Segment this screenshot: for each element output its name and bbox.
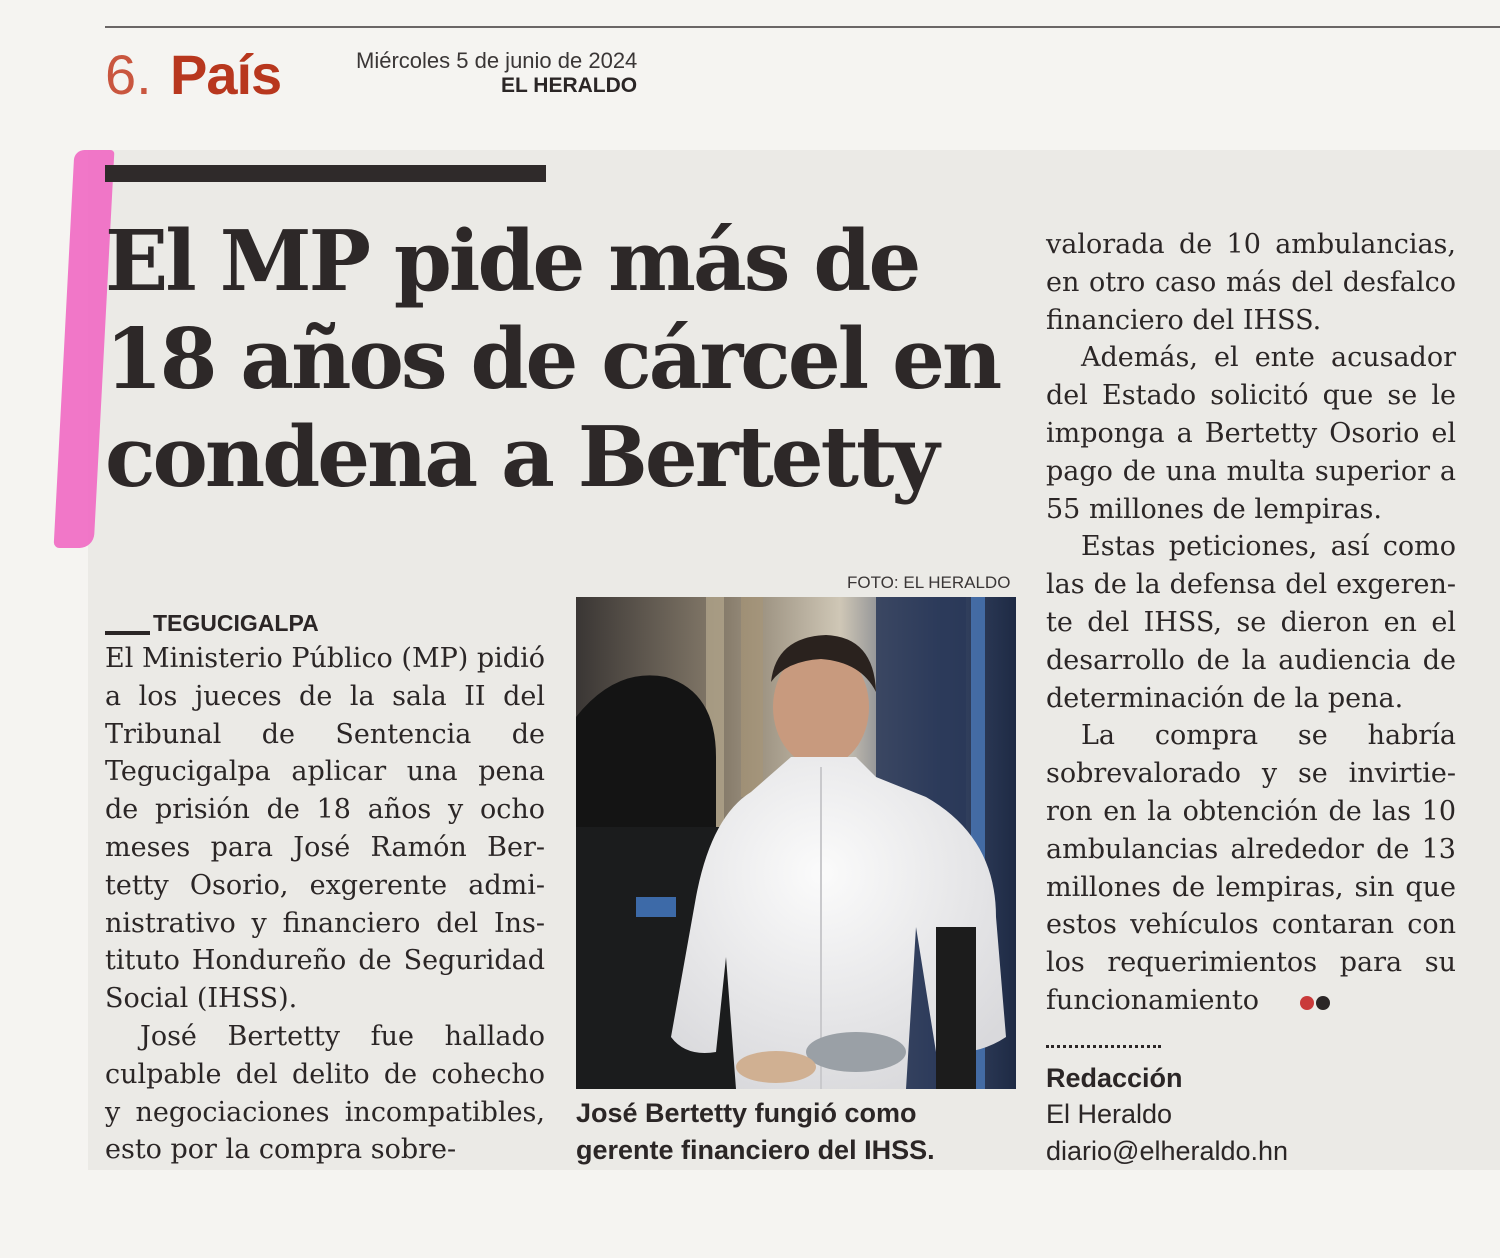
paragraph: Estas peticiones, así como las de la defensa del exgerente del IHSS, se dieron en el desarrollo de la audiencia de determinación de la pena. — [1046, 531, 1456, 714]
dateline-bar — [105, 631, 150, 635]
paragraph: valorada de 10 ambulancias, en otro caso más del desfalco financiero del IHSS. — [1046, 229, 1456, 336]
byline-name: Redacción — [1046, 1063, 1183, 1093]
photo-credit: FOTO: EL HERALDO — [847, 573, 1011, 592]
newspaper-name: EL HERALDO — [501, 74, 638, 97]
byline-organization: El Heraldo — [1046, 1099, 1173, 1129]
paragraph: José Bertetty fue hallado culpable del delito de cohecho y negociaciones incompatibles, esto por la compra sobre- — [105, 1020, 545, 1166]
signature-divider — [1046, 1045, 1161, 1048]
headline-line: El MP pide más de — [105, 212, 919, 310]
headline — [105, 212, 1005, 506]
article-photo — [576, 597, 1016, 1089]
paragraph: El Ministerio Público (MP) pidió a los jueces de la sala II del Tribunal de Sentencia de Tegucigalpa aplicar una pena de prisión de 18 años y ocho meses para José Ramón Bertetty Osorio, exgerente administrativo y financiero del Instituto Hondureño de Seguridad Social (IHSS). — [105, 643, 545, 1015]
headline-line: 18 años de cárcel en — [105, 310, 1000, 408]
paragraph-text: La compra se habría sobrevalorado y se invirtieron en la obtención de las 10 ambulancias alrededor de 13 millones de lempiras, sin que estos vehículos contaran con los requerimientos para su funcionamiento — [1046, 720, 1456, 1016]
end-mark-icon — [1265, 983, 1332, 1021]
section-title: País — [170, 43, 282, 106]
headline-rule — [105, 165, 546, 182]
page-number: 6. — [105, 43, 152, 106]
headline-line: condena a Bertetty — [105, 408, 937, 506]
photo-caption: José Bertetty fungió como gerente financiero del IHSS. — [576, 1098, 935, 1165]
paragraph: Además, el ente acusador del Estado solicitó que se le imponga a Bertetty Osorio el pago de una multa superior a 55 millones de lempiras. — [1046, 342, 1456, 525]
top-rule — [105, 26, 1500, 28]
byline-email: diario@elheraldo.hn — [1046, 1136, 1289, 1166]
issue-date: Miércoles 5 de junio de 2024 — [356, 48, 638, 73]
paragraph-last — [1046, 717, 1456, 1020]
dateline: TEGUCIGALPA — [153, 610, 319, 636]
body-column-3 — [1046, 226, 1456, 1020]
photo-illustration — [576, 597, 1016, 1089]
body-column-1 — [105, 640, 545, 1169]
